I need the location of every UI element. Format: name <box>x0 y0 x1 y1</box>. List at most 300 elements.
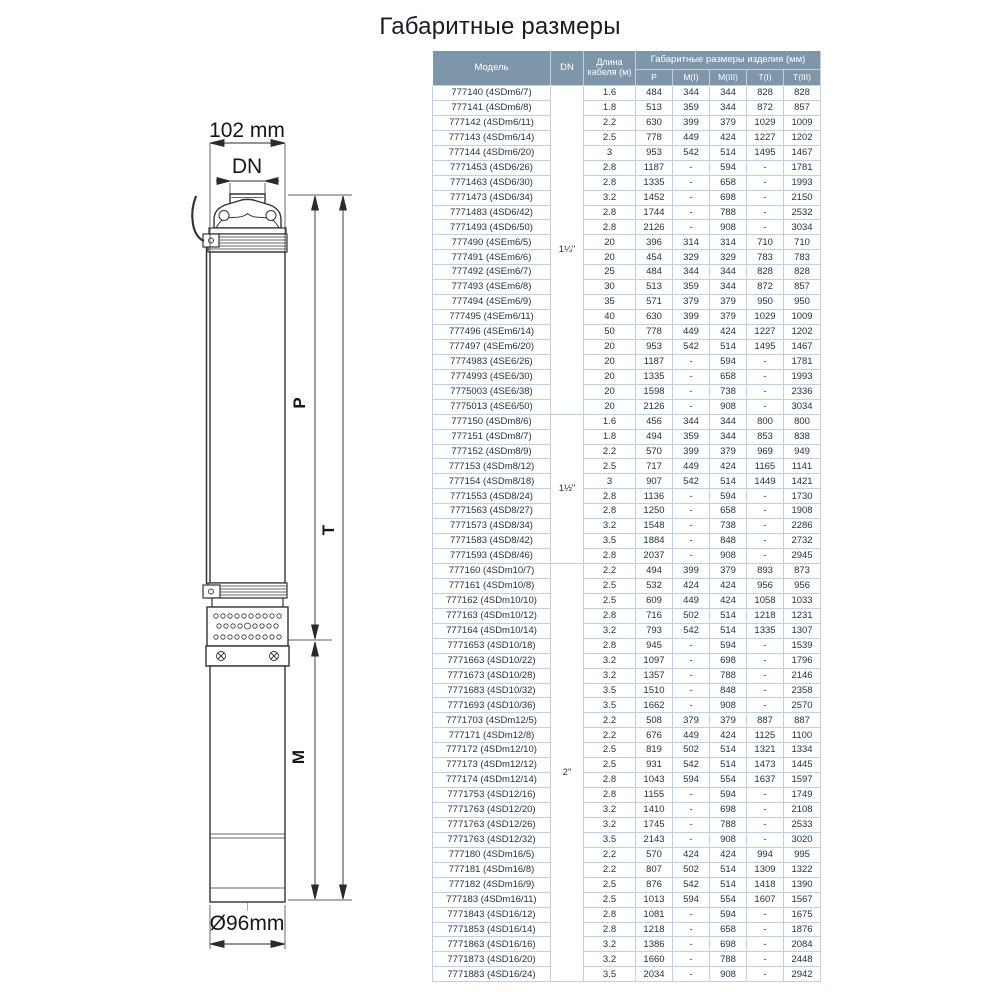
dimension-cell: 1202 <box>784 325 821 340</box>
col-header-dimensions-group: Габаритные размеры изделия (мм) <box>636 51 821 70</box>
dimension-cell: 1009 <box>784 310 821 325</box>
model-cell: 7775003 (4SE6/38) <box>433 384 551 399</box>
model-cell: 777141 (4SDm6/8) <box>433 100 551 115</box>
dimension-cell: - <box>747 952 784 967</box>
dimension-cell: 2448 <box>784 952 821 967</box>
dimension-cell: 658 <box>710 175 747 190</box>
dimension-cell: 1452 <box>636 190 673 205</box>
model-cell: 7771453 (4SD6/26) <box>433 160 551 175</box>
dimension-cell: 344 <box>673 86 710 101</box>
cable-length-cell: 30 <box>584 280 636 295</box>
cable-length-cell: 2.2 <box>584 847 636 862</box>
dimension-cell: 2533 <box>784 817 821 832</box>
dimension-cell: - <box>673 504 710 519</box>
dimension-cell: 494 <box>636 429 673 444</box>
dimension-cell: 514 <box>710 608 747 623</box>
table-row <box>433 668 821 683</box>
dimension-cell: 630 <box>636 310 673 325</box>
dimension-cell: 1165 <box>747 459 784 474</box>
spec-table-body <box>433 86 821 982</box>
model-cell: 7771853 (4SD16/14) <box>433 922 551 937</box>
dim-diameter-label: Ø96mm <box>209 912 285 935</box>
dimension-cell: 908 <box>710 220 747 235</box>
dimension-cell: 570 <box>636 444 673 459</box>
dimension-cell: 1218 <box>636 922 673 937</box>
dimension-cell: 314 <box>673 235 710 250</box>
table-row <box>433 86 821 101</box>
dimension-cell: 800 <box>747 414 784 429</box>
table-row <box>433 907 821 922</box>
model-cell: 7771703 (4SDm12/5) <box>433 713 551 728</box>
table-row <box>433 384 821 399</box>
model-cell: 7774983 (4SE6/26) <box>433 354 551 369</box>
dimension-cell: 872 <box>747 100 784 115</box>
model-cell: 7771483 (4SD6/42) <box>433 205 551 220</box>
model-cell: 7771493 (4SD6/50) <box>433 220 551 235</box>
dimension-cell: - <box>673 519 710 534</box>
dimension-cell: 514 <box>710 743 747 758</box>
table-row <box>433 743 821 758</box>
dimension-cell: 1357 <box>636 668 673 683</box>
dimension-cell: 449 <box>673 130 710 145</box>
dimension-cell: 710 <box>747 235 784 250</box>
table-row <box>433 564 821 579</box>
dimension-cell: 379 <box>673 295 710 310</box>
model-cell: 777143 (4SDm6/14) <box>433 130 551 145</box>
model-cell: 777163 (4SDm10/12) <box>433 608 551 623</box>
dimension-cell: 1510 <box>636 683 673 698</box>
cable-length-cell: 2.5 <box>584 743 636 758</box>
cable-length-cell: 35 <box>584 295 636 310</box>
dimension-cell: 1418 <box>747 877 784 892</box>
dimension-cell: 1227 <box>747 130 784 145</box>
dimension-cell: 344 <box>710 429 747 444</box>
table-row <box>433 534 821 549</box>
dimension-cell: 424 <box>673 578 710 593</box>
dimension-cell: 594 <box>710 489 747 504</box>
cable-length-cell: 3.5 <box>584 832 636 847</box>
dimension-cell: 449 <box>673 325 710 340</box>
dimension-cell: 1187 <box>636 160 673 175</box>
dimension-cell: 502 <box>673 608 710 623</box>
model-cell: 7774993 (4SE6/30) <box>433 369 551 384</box>
dimension-cell: 2732 <box>784 534 821 549</box>
dimension-cell: 1335 <box>636 175 673 190</box>
cable-length-cell: 20 <box>584 369 636 384</box>
dimension-cell: - <box>747 160 784 175</box>
dimension-cell: 1013 <box>636 892 673 907</box>
dimension-cell: 676 <box>636 728 673 743</box>
dimension-cell: - <box>747 683 784 698</box>
dimension-cell: 514 <box>710 877 747 892</box>
dimension-cell: - <box>673 803 710 818</box>
dimension-cell: 396 <box>636 235 673 250</box>
table-row <box>433 444 821 459</box>
dimension-cell: 514 <box>710 474 747 489</box>
dimension-cell: 2945 <box>784 549 821 564</box>
cable-length-cell: 2.8 <box>584 922 636 937</box>
dimension-cell: 314 <box>710 235 747 250</box>
dimension-cell: 514 <box>710 339 747 354</box>
table-row <box>433 877 821 892</box>
dimension-cell: 945 <box>636 638 673 653</box>
dimension-cell: 853 <box>747 429 784 444</box>
cable-length-cell: 3.5 <box>584 683 636 698</box>
table-row <box>433 414 821 429</box>
model-cell: 777492 (4SEm6/7) <box>433 265 551 280</box>
cable-length-cell: 25 <box>584 265 636 280</box>
dimension-cell: 344 <box>710 100 747 115</box>
dimension-cell: 379 <box>710 295 747 310</box>
dimension-cell: - <box>673 937 710 952</box>
table-row <box>433 459 821 474</box>
dimension-cell: 449 <box>673 593 710 608</box>
dimension-cell: 1495 <box>747 145 784 160</box>
dimension-cell: 399 <box>673 115 710 130</box>
dimension-cell: 1058 <box>747 593 784 608</box>
dimension-cell: 1781 <box>784 160 821 175</box>
dimension-cell: - <box>747 489 784 504</box>
dimension-cell: 953 <box>636 145 673 160</box>
dimension-cell: 542 <box>673 877 710 892</box>
dimension-cell: 424 <box>710 130 747 145</box>
dimension-cell: 329 <box>673 250 710 265</box>
model-cell: 777183 (4SDm16/11) <box>433 892 551 907</box>
table-row <box>433 862 821 877</box>
table-row <box>433 399 821 414</box>
dimension-cell: 1796 <box>784 653 821 668</box>
table-row <box>433 803 821 818</box>
cable-length-cell: 2.8 <box>584 175 636 190</box>
cable-length-cell: 2.5 <box>584 892 636 907</box>
dimension-cell: 908 <box>710 399 747 414</box>
dimension-cell: 542 <box>673 145 710 160</box>
table-row <box>433 325 821 340</box>
dimension-cell: 508 <box>636 713 673 728</box>
dimension-cell: 532 <box>636 578 673 593</box>
dimension-cell: 1009 <box>784 115 821 130</box>
dimension-cell: - <box>673 549 710 564</box>
dimension-cell: - <box>747 817 784 832</box>
pump-outline <box>192 194 289 915</box>
dimension-cell: 494 <box>636 564 673 579</box>
cable-length-cell: 40 <box>584 310 636 325</box>
dimension-cell: - <box>747 937 784 952</box>
dimension-cell: 1876 <box>784 922 821 937</box>
dimension-cell: 2570 <box>784 698 821 713</box>
dimension-cell: 1335 <box>636 369 673 384</box>
cable-length-cell: 3.2 <box>584 937 636 952</box>
dimension-cell: 344 <box>710 86 747 101</box>
cable-length-cell: 1.8 <box>584 429 636 444</box>
cable-length-cell: 3.2 <box>584 190 636 205</box>
table-row <box>433 295 821 310</box>
model-cell: 7771763 (4SD12/20) <box>433 803 551 818</box>
dimension-cell: 1081 <box>636 907 673 922</box>
dimension-cell: 424 <box>710 847 747 862</box>
table-row <box>433 549 821 564</box>
dimension-cell: - <box>673 384 710 399</box>
col-header-p: P <box>636 70 673 86</box>
dimension-cell: 2150 <box>784 190 821 205</box>
dimension-cell: 793 <box>636 623 673 638</box>
cable-length-cell: 1.6 <box>584 414 636 429</box>
dimension-cell: 502 <box>673 862 710 877</box>
dimension-cell: 931 <box>636 758 673 773</box>
table-row <box>433 145 821 160</box>
dimension-cell: 554 <box>710 773 747 788</box>
dimension-cell: 1125 <box>747 728 784 743</box>
table-row <box>433 788 821 803</box>
model-cell: 7771463 (4SD6/30) <box>433 175 551 190</box>
dimension-cell: 1386 <box>636 937 673 952</box>
dimension-cell: 956 <box>747 578 784 593</box>
table-row <box>433 235 821 250</box>
dimension-cell: 1322 <box>784 862 821 877</box>
dimension-cell: 872 <box>747 280 784 295</box>
table-row <box>433 265 821 280</box>
dimension-cell: - <box>673 832 710 847</box>
dimension-cell: 1187 <box>636 354 673 369</box>
dimension-cell: 1421 <box>784 474 821 489</box>
dn-cell: 1½" <box>551 414 584 563</box>
dimension-cell: 710 <box>784 235 821 250</box>
table-row <box>433 758 821 773</box>
dimension-cell: 857 <box>784 280 821 295</box>
dimension-cell: 778 <box>636 325 673 340</box>
dimension-cell: 594 <box>710 788 747 803</box>
dimension-cell: - <box>673 698 710 713</box>
model-cell: 777490 (4SEm6/5) <box>433 235 551 250</box>
table-row <box>433 832 821 847</box>
table-row <box>433 638 821 653</box>
cable-length-cell: 2.8 <box>584 220 636 235</box>
dimension-cell: 995 <box>784 847 821 862</box>
dimension-cell: 2336 <box>784 384 821 399</box>
dn-cell: 2" <box>551 564 584 982</box>
table-row <box>433 310 821 325</box>
dimension-cell: 1410 <box>636 803 673 818</box>
dimension-cell: 630 <box>636 115 673 130</box>
dimension-cell: 1231 <box>784 608 821 623</box>
dimension-cell: 717 <box>636 459 673 474</box>
dimension-cell: 344 <box>710 265 747 280</box>
dimension-cell: 1749 <box>784 788 821 803</box>
table-row <box>433 728 821 743</box>
dimension-cell: 1445 <box>784 758 821 773</box>
model-cell: 777491 (4SEm6/6) <box>433 250 551 265</box>
dimension-cell: - <box>747 205 784 220</box>
dimension-cell: 1567 <box>784 892 821 907</box>
dimension-cell: 2084 <box>784 937 821 952</box>
cable-length-cell: 2.2 <box>584 862 636 877</box>
table-row <box>433 130 821 145</box>
dimension-cell: 907 <box>636 474 673 489</box>
dimension-cell: 2037 <box>636 549 673 564</box>
dimension-cell: - <box>747 653 784 668</box>
dimension-cell: 1307 <box>784 623 821 638</box>
dimension-cell: 594 <box>673 773 710 788</box>
dimension-cell: 379 <box>710 564 747 579</box>
table-row <box>433 608 821 623</box>
dimension-cell: 800 <box>784 414 821 429</box>
spec-table-container <box>432 50 820 982</box>
dimension-cell: 2942 <box>784 967 821 982</box>
cable-length-cell: 20 <box>584 354 636 369</box>
cable-length-cell: 2.8 <box>584 504 636 519</box>
dimension-cell: - <box>673 190 710 205</box>
col-header-cable-length: Длина кабеля (м) <box>584 51 636 86</box>
dim-dn-label: DN <box>231 155 263 178</box>
cable-length-cell: 2.5 <box>584 459 636 474</box>
model-cell: 777150 (4SDm8/6) <box>433 414 551 429</box>
dimension-cell: 1745 <box>636 817 673 832</box>
model-cell: 777171 (4SDm12/8) <box>433 728 551 743</box>
dimension-cell: 1993 <box>784 175 821 190</box>
dimension-cell: 594 <box>710 907 747 922</box>
dimension-cell: 379 <box>710 310 747 325</box>
table-row <box>433 250 821 265</box>
dimension-cell: 594 <box>710 354 747 369</box>
table-row <box>433 220 821 235</box>
cable-length-cell: 3.2 <box>584 803 636 818</box>
dimension-cell: - <box>673 922 710 937</box>
dimension-cell: 1227 <box>747 325 784 340</box>
table-row <box>433 504 821 519</box>
dimension-cell: - <box>747 638 784 653</box>
cable-length-cell: 1.8 <box>584 100 636 115</box>
dimension-cell: 2358 <box>784 683 821 698</box>
table-row <box>433 339 821 354</box>
dimension-cell: 1250 <box>636 504 673 519</box>
cable-length-cell: 2.8 <box>584 788 636 803</box>
dimension-cell: 449 <box>673 728 710 743</box>
dimension-cell: 2034 <box>636 967 673 982</box>
dimension-cell: 1334 <box>784 743 821 758</box>
model-cell: 7775013 (4SE6/50) <box>433 399 551 414</box>
dimension-cell: 554 <box>710 892 747 907</box>
dimension-cell: - <box>673 653 710 668</box>
model-cell: 777154 (4SDm8/18) <box>433 474 551 489</box>
dimension-cell: 329 <box>710 250 747 265</box>
dimension-cell: 379 <box>710 444 747 459</box>
dimension-cell: - <box>673 638 710 653</box>
table-row <box>433 369 821 384</box>
dimension-cell: 2286 <box>784 519 821 534</box>
model-cell: 777164 (4SDm10/14) <box>433 623 551 638</box>
model-cell: 7771563 (4SD8/27) <box>433 504 551 519</box>
cable-length-cell: 50 <box>584 325 636 340</box>
dimension-cell: 399 <box>673 310 710 325</box>
dimension-cell: 698 <box>710 803 747 818</box>
dimension-cell: - <box>747 519 784 534</box>
model-cell: 7771673 (4SD10/28) <box>433 668 551 683</box>
cable-length-cell: 3.2 <box>584 817 636 832</box>
table-row <box>433 190 821 205</box>
dimension-cell: 1029 <box>747 310 784 325</box>
cable-length-cell: 2.8 <box>584 907 636 922</box>
model-cell: 777494 (4SEm6/9) <box>433 295 551 310</box>
cable-length-cell: 2.2 <box>584 115 636 130</box>
dimension-cell: - <box>673 683 710 698</box>
dimension-cell: - <box>673 967 710 982</box>
dim-t-label: T <box>319 524 338 536</box>
dimension-cell: 513 <box>636 280 673 295</box>
cable-length-cell: 3 <box>584 145 636 160</box>
dimension-cell: 514 <box>710 623 747 638</box>
table-row <box>433 937 821 952</box>
dimension-cell: 454 <box>636 250 673 265</box>
cable-length-cell: 3.5 <box>584 967 636 982</box>
cable-length-cell: 3.2 <box>584 519 636 534</box>
table-row <box>433 205 821 220</box>
table-row <box>433 593 821 608</box>
table-row <box>433 429 821 444</box>
model-cell: 7771593 (4SD8/46) <box>433 549 551 564</box>
model-cell: 777493 (4SEm6/8) <box>433 280 551 295</box>
model-cell: 777180 (4SDm16/5) <box>433 847 551 862</box>
dimension-cell: 1473 <box>747 758 784 773</box>
table-row <box>433 847 821 862</box>
cable-length-cell: 2.2 <box>584 728 636 743</box>
dimension-cell: - <box>673 354 710 369</box>
col-header-miii: M(III) <box>710 70 747 86</box>
dimension-cell: - <box>673 788 710 803</box>
dimension-cell: - <box>747 922 784 937</box>
model-cell: 777152 (4SDm8/9) <box>433 444 551 459</box>
dimension-cell: 819 <box>636 743 673 758</box>
dimension-cell: 542 <box>673 758 710 773</box>
dimension-cell: 716 <box>636 608 673 623</box>
model-cell: 7771553 (4SD8/24) <box>433 489 551 504</box>
cable-length-cell: 20 <box>584 250 636 265</box>
dimension-cell: 449 <box>673 459 710 474</box>
dimension-cell: 1218 <box>747 608 784 623</box>
dimension-cell: 424 <box>710 593 747 608</box>
dimension-cell: 908 <box>710 967 747 982</box>
dimension-cell: 424 <box>710 459 747 474</box>
model-cell: 777151 (4SDm8/7) <box>433 429 551 444</box>
col-header-model: Модель <box>433 51 551 86</box>
model-cell: 777160 (4SDm10/7) <box>433 564 551 579</box>
model-cell: 777153 (4SDm8/12) <box>433 459 551 474</box>
dimension-cell: 788 <box>710 668 747 683</box>
dimension-cell: - <box>673 534 710 549</box>
dimension-cell: 424 <box>710 728 747 743</box>
dimension-cell: 514 <box>710 862 747 877</box>
cable-length-cell: 2.8 <box>584 489 636 504</box>
dimension-cell: 514 <box>710 758 747 773</box>
dimension-cell: 542 <box>673 339 710 354</box>
dimension-cell: 698 <box>710 937 747 952</box>
dimension-cell: 344 <box>673 265 710 280</box>
table-row <box>433 115 821 130</box>
dimension-cell: 1607 <box>747 892 784 907</box>
model-cell: 777181 (4SDm16/8) <box>433 862 551 877</box>
dimension-cell: 908 <box>710 698 747 713</box>
dimension-cell: 594 <box>710 160 747 175</box>
model-cell: 777182 (4SDm16/9) <box>433 877 551 892</box>
dimension-cell: - <box>673 668 710 683</box>
spec-table <box>432 50 821 982</box>
dimension-cell: 788 <box>710 952 747 967</box>
dimension-cell: - <box>747 354 784 369</box>
dimension-cell: - <box>747 549 784 564</box>
dim-m-label: M <box>289 749 308 765</box>
table-row <box>433 578 821 593</box>
cable-length-cell: 3 <box>584 474 636 489</box>
table-row <box>433 892 821 907</box>
